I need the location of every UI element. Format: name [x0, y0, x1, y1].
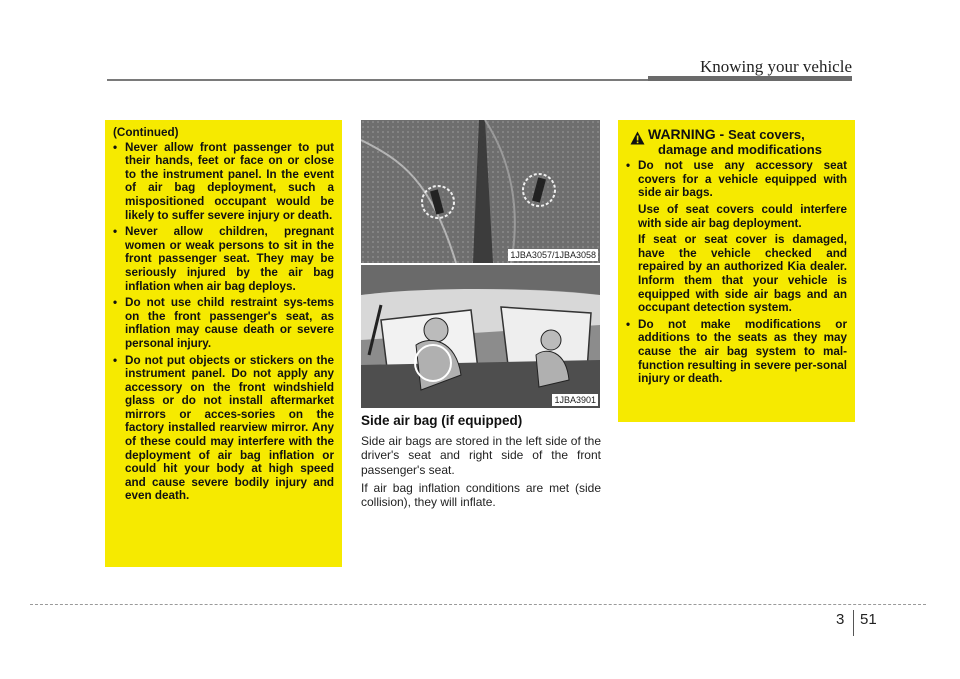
continued-label: (Continued) [113, 126, 179, 139]
page-number-separator [853, 610, 854, 636]
footer-divider [30, 604, 926, 605]
seat-airbag-photo [361, 120, 600, 263]
body-paragraph: If air bag inflation conditions are met (side collision), they will inflate. [361, 481, 601, 510]
body-paragraph: Side air bags are stored in the left side of the driver's seat and right side of the front passenger's seat. [361, 434, 601, 477]
image-code-label: 1JBA3057/1JBA3058 [510, 250, 596, 260]
chapter-number: 3 [836, 611, 845, 628]
image-code-label: 1JBA3901 [554, 395, 596, 405]
caution-item: • Do not put objects or stickers on the instrument panel. Do not apply any accessory on the front windshield glass or do not install aftermarket mirrors or acces-sories on the factory installed rearview mirror. Any of these could may interfere with the deployment of air bag inflation or could hit your body at high speed and cause severe bodily injury and even death. [113, 354, 334, 504]
section-heading: Side air bag (if equipped) [361, 413, 523, 428]
section-header-title: Knowing your vehicle [699, 57, 852, 76]
warning-label: WARNING [648, 126, 716, 142]
side-airbag-deployment-illustration [361, 265, 600, 408]
warning-item-paragraph: Use of seat covers could interfere with side air bag deployment. [638, 202, 847, 230]
caution-item: • Do not use child restraint sys-tems on the front passenger's seat, as inflation may cause death or severe personal injury. [113, 296, 334, 350]
warning-title: Seat covers, [728, 127, 805, 142]
page-number: 51 [860, 611, 877, 628]
car-interior-photo [361, 265, 600, 408]
warning-item [626, 159, 847, 315]
warning-item: • Do not make modifications or additions to the seats as they may cause the air bag system to mal-function resulting in severe per-sonal injury or death. [626, 318, 847, 386]
warning-list [626, 159, 847, 386]
warning-title-line2: damage and modifications [658, 141, 822, 157]
header-divider-accent [648, 76, 852, 81]
warning-box [618, 120, 855, 422]
caution-list [113, 141, 334, 503]
caution-item: • Never allow front passenger to put their hands, feet or face on or close to the instrument panel. In the event of air bag deployment, such a mispositioned occupant would be likely to suffer severe injury or death. [113, 141, 334, 223]
caution-box-continued [105, 120, 342, 567]
caution-item: • Never allow children, pregnant women or weak persons to sit in the front passenger seat. They may be seriously injured by the air bag inflation when air bag deploys. [113, 225, 334, 293]
warning-heading [626, 128, 847, 156]
seat-airbag-illustration [361, 120, 600, 263]
warning-triangle-icon [630, 131, 645, 149]
warning-item-text: Do not use any accessory seat covers for a vehicle equipped with side air bags. [638, 159, 847, 200]
warning-dash: - [715, 126, 729, 142]
warning-item-paragraph: If seat or seat cover is damaged, have the vehicle checked and repaired by an authorized Kia dealer. Inform them that your vehicle is equipped with side air bags and an occupant detection system. [638, 233, 847, 315]
